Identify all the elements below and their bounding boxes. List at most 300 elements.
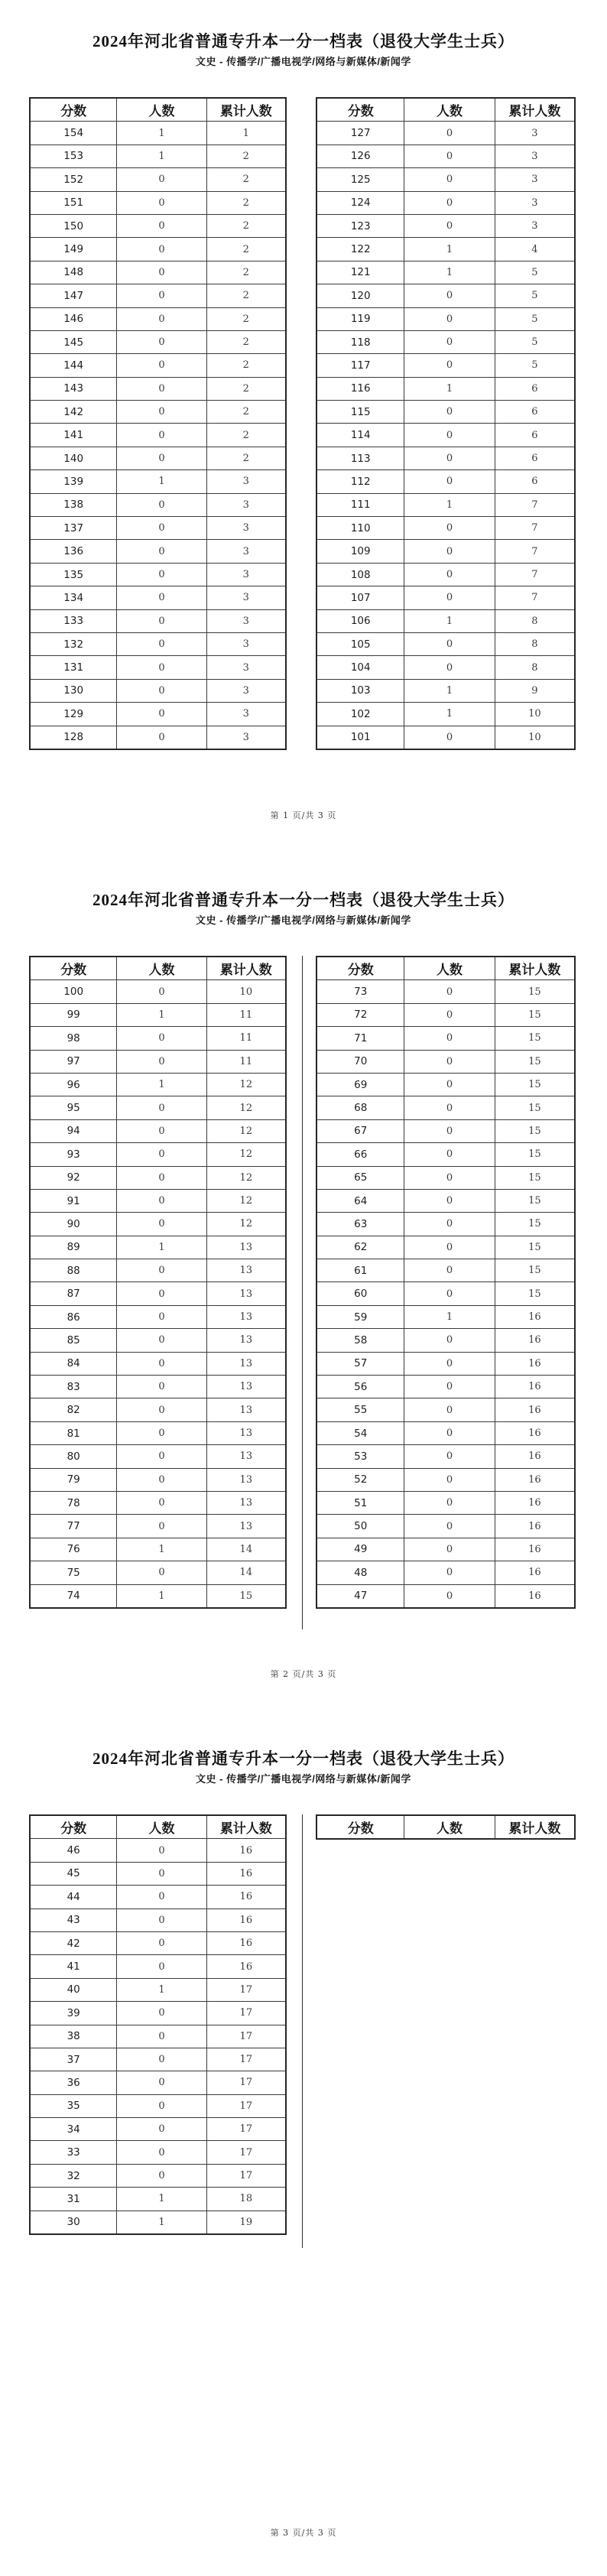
count-cell: 0 — [117, 1468, 206, 1491]
cumulative-cell: 2 — [206, 330, 286, 353]
count-cell: 0 — [404, 1096, 495, 1119]
count-cell: 0 — [404, 980, 495, 1003]
score-cell: 99 — [30, 1003, 117, 1026]
column-header-count: 人数 — [404, 1815, 495, 1839]
count-cell: 0 — [117, 284, 206, 307]
score-cell: 44 — [30, 1886, 117, 1908]
column-header-count: 人数 — [117, 957, 206, 980]
table-row — [316, 980, 575, 1003]
table-row — [30, 1236, 286, 1259]
table-row — [316, 1421, 575, 1444]
table-row — [30, 2118, 286, 2141]
cumulative-cell: 15 — [495, 1143, 575, 1166]
score-cell: 152 — [30, 168, 117, 191]
column-header-count: 人数 — [404, 957, 495, 980]
count-cell: 0 — [404, 424, 495, 447]
count-cell: 0 — [404, 1398, 495, 1421]
score-cell: 74 — [30, 1584, 117, 1608]
table-divider-line — [302, 1814, 303, 2248]
count-cell: 0 — [117, 2141, 206, 2164]
score-cell: 139 — [30, 470, 117, 493]
table-row — [30, 1908, 286, 1931]
cumulative-cell: 13 — [206, 1352, 286, 1375]
count-cell: 0 — [404, 1515, 495, 1538]
table-row — [30, 609, 286, 632]
table-row — [316, 424, 575, 447]
count-cell: 0 — [117, 1491, 206, 1514]
cumulative-cell: 13 — [206, 1515, 286, 1538]
score-cell: 65 — [316, 1166, 404, 1189]
table-row — [30, 330, 286, 353]
table-row — [30, 2094, 286, 2117]
cumulative-cell: 16 — [495, 1445, 575, 1468]
table-row — [30, 1978, 286, 2001]
cumulative-cell: 2 — [206, 238, 286, 261]
cumulative-cell: 13 — [206, 1282, 286, 1305]
score-cell: 107 — [316, 586, 404, 609]
count-cell: 0 — [117, 609, 206, 632]
score-cell: 118 — [316, 330, 404, 353]
table-row — [30, 679, 286, 702]
cumulative-cell: 16 — [495, 1352, 575, 1375]
count-cell: 0 — [117, 1329, 206, 1352]
cumulative-cell: 15 — [206, 1584, 286, 1608]
score-cell: 97 — [30, 1050, 117, 1073]
count-cell: 0 — [117, 2071, 206, 2094]
table-row — [30, 703, 286, 726]
score-cell: 95 — [30, 1096, 117, 1119]
table-row — [316, 656, 575, 679]
table-row — [30, 1189, 286, 1212]
table-row — [30, 122, 286, 145]
table-row — [316, 1561, 575, 1584]
score-cell: 142 — [30, 401, 117, 424]
table-row — [316, 1259, 575, 1282]
count-cell: 0 — [117, 726, 206, 749]
table-row — [316, 1376, 575, 1398]
score-cell: 55 — [316, 1398, 404, 1421]
cumulative-cell: 7 — [495, 493, 575, 516]
count-cell: 1 — [117, 470, 206, 493]
count-cell: 0 — [404, 1119, 495, 1142]
page-number-footer: 第 2 页/共 3 页 — [270, 1669, 337, 1679]
cumulative-cell: 12 — [206, 1143, 286, 1166]
table-row — [316, 1445, 575, 1468]
cumulative-cell: 3 — [206, 563, 286, 586]
cumulative-cell: 7 — [495, 563, 575, 586]
column-header-score: 分数 — [316, 957, 404, 980]
table-row — [316, 1584, 575, 1608]
count-cell: 0 — [404, 330, 495, 353]
cumulative-cell: 15 — [495, 980, 575, 1003]
score-cell: 146 — [30, 307, 117, 330]
table-row — [316, 517, 575, 540]
score-cell: 87 — [30, 1282, 117, 1305]
cumulative-cell: 13 — [206, 1398, 286, 1421]
cumulative-cell: 3 — [206, 703, 286, 726]
cumulative-cell: 15 — [495, 1282, 575, 1305]
cumulative-cell: 2 — [206, 214, 286, 237]
count-cell: 0 — [404, 1189, 495, 1212]
count-cell: 0 — [404, 1352, 495, 1375]
cumulative-cell: 15 — [495, 1003, 575, 1026]
score-cell: 77 — [30, 1515, 117, 1538]
score-cell: 143 — [30, 377, 117, 400]
count-cell: 0 — [404, 1166, 495, 1189]
count-cell: 0 — [404, 284, 495, 307]
count-cell: 0 — [117, 238, 206, 261]
table-row — [30, 307, 286, 330]
count-cell: 0 — [117, 1908, 206, 1931]
score-cell: 30 — [30, 2211, 117, 2234]
cumulative-cell: 2 — [206, 191, 286, 214]
count-cell: 0 — [404, 214, 495, 237]
count-cell: 1 — [404, 679, 495, 702]
count-cell: 0 — [117, 1376, 206, 1398]
cumulative-cell: 16 — [495, 1538, 575, 1561]
table-row — [316, 1027, 575, 1050]
cumulative-cell: 6 — [495, 377, 575, 400]
cumulative-cell: 15 — [495, 1050, 575, 1073]
count-cell: 0 — [117, 2094, 206, 2117]
count-cell: 0 — [117, 1398, 206, 1421]
header-row — [30, 1815, 286, 1839]
cumulative-cell: 2 — [206, 145, 286, 167]
table-row — [316, 1352, 575, 1375]
header-row — [30, 957, 286, 980]
cumulative-cell: 12 — [206, 1119, 286, 1142]
count-cell: 1 — [117, 1236, 206, 1259]
cumulative-cell: 17 — [206, 2141, 286, 2164]
score-cell: 115 — [316, 401, 404, 424]
score-cell: 67 — [316, 1119, 404, 1142]
count-cell: 0 — [404, 168, 495, 191]
cumulative-cell: 3 — [206, 586, 286, 609]
table-row — [316, 284, 575, 307]
table-row — [316, 540, 575, 563]
count-cell: 0 — [404, 1073, 495, 1096]
score-cell: 64 — [316, 1189, 404, 1212]
column-header-count: 人数 — [117, 98, 206, 122]
count-cell: 0 — [404, 1491, 495, 1514]
count-cell: 0 — [117, 401, 206, 424]
table-row — [30, 401, 286, 424]
table-row — [30, 1839, 286, 1862]
score-cell: 34 — [30, 2118, 117, 2141]
table-row — [316, 1491, 575, 1514]
score-cell: 106 — [316, 609, 404, 632]
table-row — [30, 2025, 286, 2048]
count-cell: 0 — [404, 1584, 495, 1608]
score-cell: 59 — [316, 1305, 404, 1328]
table-row — [30, 2071, 286, 2094]
score-cell: 127 — [316, 122, 404, 145]
table-row — [316, 1213, 575, 1236]
score-cell: 117 — [316, 354, 404, 377]
cumulative-cell: 3 — [495, 145, 575, 167]
score-cell: 62 — [316, 1236, 404, 1259]
cumulative-cell: 3 — [206, 540, 286, 563]
count-cell: 0 — [404, 470, 495, 493]
count-cell: 0 — [117, 1561, 206, 1584]
table-row — [30, 1468, 286, 1491]
cumulative-cell: 8 — [495, 632, 575, 655]
score-cell: 111 — [316, 493, 404, 516]
score-table-page1-left — [29, 97, 287, 750]
count-cell: 0 — [404, 1445, 495, 1468]
count-cell: 0 — [404, 656, 495, 679]
score-cell: 92 — [30, 1166, 117, 1189]
cumulative-cell: 11 — [206, 1050, 286, 1073]
count-cell: 0 — [117, 632, 206, 655]
score-cell: 140 — [30, 447, 117, 469]
table-row — [316, 493, 575, 516]
table-row — [316, 238, 575, 261]
count-cell: 1 — [404, 261, 495, 284]
score-cell: 46 — [30, 1839, 117, 1862]
score-cell: 78 — [30, 1491, 117, 1514]
score-cell: 114 — [316, 424, 404, 447]
count-cell: 0 — [117, 1515, 206, 1538]
score-cell: 96 — [30, 1073, 117, 1096]
count-cell: 0 — [117, 540, 206, 563]
score-cell: 33 — [30, 2141, 117, 2164]
table-row — [316, 447, 575, 469]
score-cell: 49 — [316, 1538, 404, 1561]
table-row — [30, 1282, 286, 1305]
cumulative-cell: 13 — [206, 1421, 286, 1444]
table-row — [316, 214, 575, 237]
table-row — [316, 563, 575, 586]
score-cell: 124 — [316, 191, 404, 214]
score-cell: 39 — [30, 2002, 117, 2025]
table-row — [316, 401, 575, 424]
cumulative-cell: 5 — [495, 261, 575, 284]
score-cell: 122 — [316, 238, 404, 261]
table-row — [316, 330, 575, 353]
table-row — [316, 191, 575, 214]
score-cell: 144 — [30, 354, 117, 377]
count-cell: 1 — [117, 1003, 206, 1026]
cumulative-cell: 11 — [206, 1003, 286, 1026]
column-header-cumulative: 累计人数 — [206, 957, 286, 980]
table-row — [30, 2164, 286, 2187]
table-row — [30, 1305, 286, 1328]
cumulative-cell: 3 — [206, 470, 286, 493]
table-row — [30, 1329, 286, 1352]
score-cell: 35 — [30, 2094, 117, 2117]
cumulative-cell: 16 — [206, 1955, 286, 1978]
cumulative-cell: 13 — [206, 1329, 286, 1352]
table-row — [30, 1003, 286, 1026]
count-cell: 0 — [117, 307, 206, 330]
table-row — [316, 1305, 575, 1328]
count-cell: 0 — [404, 563, 495, 586]
header-row — [316, 98, 575, 122]
score-cell: 52 — [316, 1468, 404, 1491]
table-row — [30, 261, 286, 284]
cumulative-cell: 3 — [206, 656, 286, 679]
count-cell: 0 — [117, 703, 206, 726]
cumulative-cell: 17 — [206, 2048, 286, 2071]
table-row — [30, 145, 286, 167]
page-title: 2024年河北省普通专升本一分一档表（退役大学生士兵） — [93, 1749, 514, 1768]
count-cell: 0 — [117, 493, 206, 516]
score-cell: 93 — [30, 1143, 117, 1166]
cumulative-cell: 15 — [495, 1189, 575, 1212]
cumulative-cell: 17 — [206, 2094, 286, 2117]
cumulative-cell: 15 — [495, 1213, 575, 1236]
score-cell: 82 — [30, 1398, 117, 1421]
count-cell: 1 — [117, 1584, 206, 1608]
score-cell: 69 — [316, 1073, 404, 1096]
cumulative-cell: 2 — [206, 424, 286, 447]
column-header-cumulative: 累计人数 — [495, 957, 575, 980]
count-cell: 0 — [404, 1213, 495, 1236]
table-row — [30, 1096, 286, 1119]
count-cell: 0 — [117, 517, 206, 540]
cumulative-cell: 8 — [495, 656, 575, 679]
table-row — [316, 1096, 575, 1119]
table-row — [316, 1050, 575, 1073]
table-row — [316, 261, 575, 284]
table-row — [30, 2048, 286, 2071]
table-row — [30, 1515, 286, 1538]
cumulative-cell: 3 — [495, 214, 575, 237]
cumulative-cell: 16 — [495, 1421, 575, 1444]
count-cell: 0 — [117, 1445, 206, 1468]
count-cell: 0 — [404, 726, 495, 749]
cumulative-cell: 16 — [495, 1561, 575, 1584]
count-cell: 0 — [404, 540, 495, 563]
score-cell: 79 — [30, 1468, 117, 1491]
table-row — [30, 2002, 286, 2025]
table-row — [316, 632, 575, 655]
cumulative-cell: 2 — [206, 354, 286, 377]
score-table-page3-right — [316, 1814, 576, 1840]
table-row — [30, 586, 286, 609]
cumulative-cell: 15 — [495, 1096, 575, 1119]
score-cell: 32 — [30, 2164, 117, 2187]
score-cell: 90 — [30, 1213, 117, 1236]
count-cell: 1 — [404, 238, 495, 261]
table-row — [316, 609, 575, 632]
table-row — [316, 1166, 575, 1189]
cumulative-cell: 17 — [206, 2164, 286, 2187]
count-cell: 0 — [117, 330, 206, 353]
count-cell: 0 — [404, 1259, 495, 1282]
score-cell: 83 — [30, 1376, 117, 1398]
count-cell: 0 — [404, 145, 495, 167]
count-cell: 0 — [404, 1236, 495, 1259]
cumulative-cell: 16 — [206, 1862, 286, 1885]
score-cell: 91 — [30, 1189, 117, 1212]
count-cell: 1 — [117, 1538, 206, 1561]
table-row — [316, 1515, 575, 1538]
cumulative-cell: 6 — [495, 424, 575, 447]
score-cell: 51 — [316, 1491, 404, 1514]
count-cell: 0 — [117, 2048, 206, 2071]
table-row — [30, 517, 286, 540]
table-row — [316, 586, 575, 609]
table-row — [30, 2188, 286, 2211]
table-row — [316, 726, 575, 749]
count-cell: 0 — [117, 1119, 206, 1142]
column-header-count: 人数 — [404, 98, 495, 122]
table-row — [316, 377, 575, 400]
page-2 — [0, 859, 607, 1717]
score-cell: 88 — [30, 1259, 117, 1282]
score-cell: 148 — [30, 261, 117, 284]
table-row — [316, 1468, 575, 1491]
page-number-footer: 第 3 页/共 3 页 — [270, 2528, 337, 2538]
cumulative-cell: 3 — [206, 679, 286, 702]
score-cell: 58 — [316, 1329, 404, 1352]
table-row — [30, 1491, 286, 1514]
score-cell: 98 — [30, 1027, 117, 1050]
cumulative-cell: 15 — [495, 1259, 575, 1282]
score-cell: 133 — [30, 609, 117, 632]
score-cell: 131 — [30, 656, 117, 679]
cumulative-cell: 5 — [495, 307, 575, 330]
cumulative-cell: 5 — [495, 354, 575, 377]
cumulative-cell: 13 — [206, 1305, 286, 1328]
count-cell: 0 — [404, 401, 495, 424]
score-cell: 66 — [316, 1143, 404, 1166]
page-subtitle: 文史 - 传播学/广播电视学/网络与新媒体/新闻学 — [196, 1773, 411, 1785]
cumulative-cell: 16 — [206, 1908, 286, 1931]
table-row — [30, 1073, 286, 1096]
table-row — [316, 1538, 575, 1561]
table-row — [30, 168, 286, 191]
score-cell: 101 — [316, 726, 404, 749]
table-row — [30, 1398, 286, 1421]
table-row — [30, 1027, 286, 1050]
cumulative-cell: 16 — [206, 1839, 286, 1862]
cumulative-cell: 16 — [495, 1515, 575, 1538]
count-cell: 0 — [117, 447, 206, 469]
table-row — [316, 1282, 575, 1305]
score-cell: 47 — [316, 1584, 404, 1608]
column-header-count: 人数 — [117, 1815, 206, 1839]
score-cell: 136 — [30, 540, 117, 563]
column-header-score: 分数 — [30, 98, 117, 122]
score-cell: 121 — [316, 261, 404, 284]
count-cell: 0 — [117, 377, 206, 400]
page-title: 2024年河北省普通专升本一分一档表（退役大学生士兵） — [93, 891, 514, 909]
cumulative-cell: 1 — [206, 122, 286, 145]
count-cell: 0 — [404, 1027, 495, 1050]
score-cell: 154 — [30, 122, 117, 145]
score-cell: 138 — [30, 493, 117, 516]
count-cell: 0 — [404, 1003, 495, 1026]
cumulative-cell: 15 — [495, 1236, 575, 1259]
table-row — [30, 1352, 286, 1375]
table-row — [30, 1445, 286, 1468]
cumulative-cell: 3 — [495, 122, 575, 145]
score-cell: 37 — [30, 2048, 117, 2071]
count-cell: 1 — [117, 2188, 206, 2211]
score-cell: 130 — [30, 679, 117, 702]
score-cell: 104 — [316, 656, 404, 679]
table-row — [316, 1143, 575, 1166]
count-cell: 1 — [404, 609, 495, 632]
count-cell: 1 — [404, 1305, 495, 1328]
cumulative-cell: 14 — [206, 1538, 286, 1561]
cumulative-cell: 12 — [206, 1073, 286, 1096]
table-row — [316, 307, 575, 330]
count-cell: 0 — [404, 1329, 495, 1352]
